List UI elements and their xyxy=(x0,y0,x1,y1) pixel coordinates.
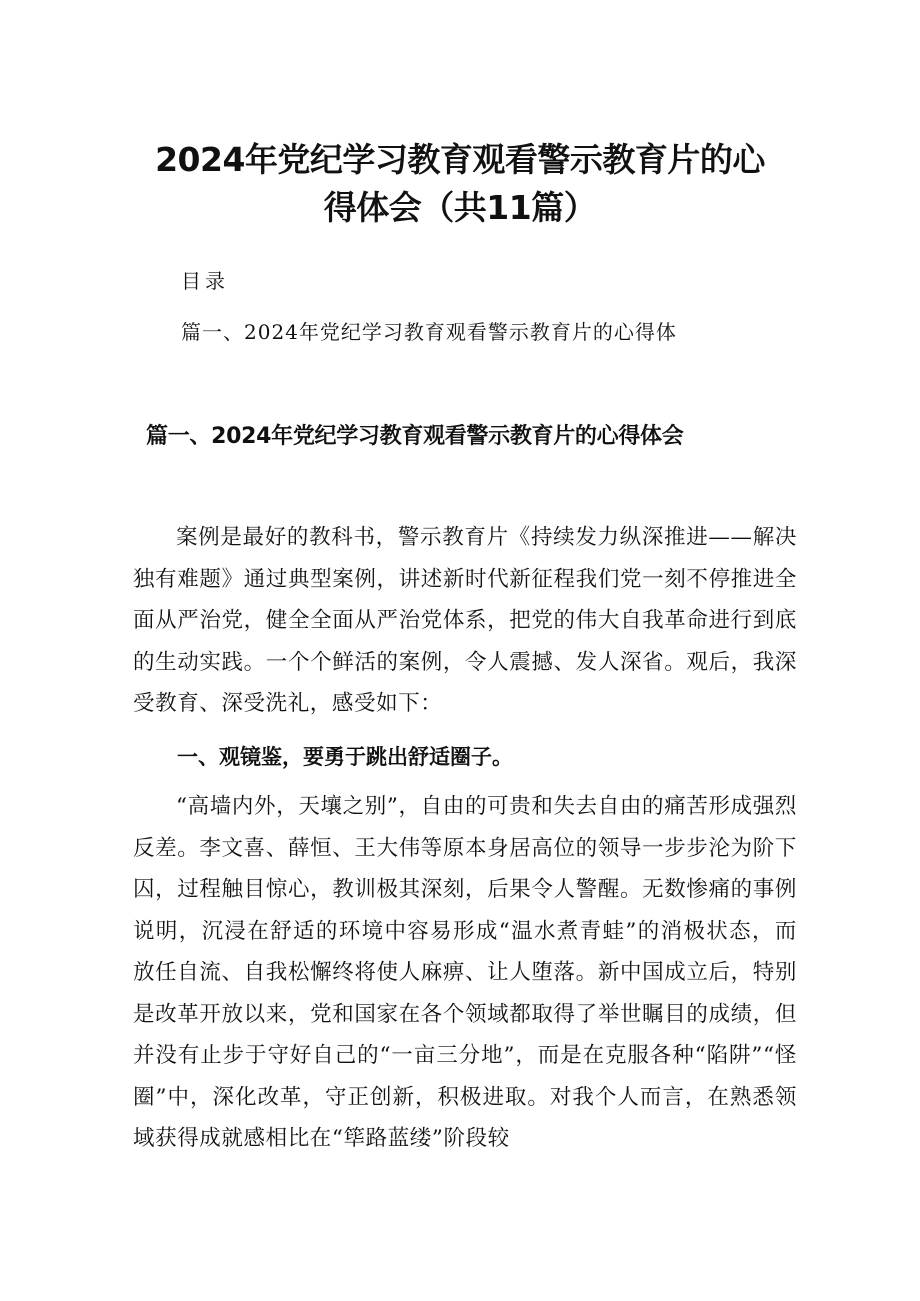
body-paragraph-2: “高墙内外，天壤之别”，自由的可贵和失去自由的痛苦形成强烈反差。李文喜、薛恒、王大伟等原本身居高位的领导一步步沦为阶下囚，过程触目惊心，教训极其深刻，后果令人警醒。无数惨痛的事例说明，沉浸在舒适的环境中容易形成“温水煮青蛙”的消极状态，而放任自流、自我松懈终将使人麻痹、让人堕落。新中国成立后，特别是改革开放以来，党和国家在各个领域都取得了举世瞩目的成绩，但并没有止步于守好自己的“一亩三分地”，而是在克服各种“陷阱”“怪圈”中，深化改革，守正创新，积极进取。对我个人而言，在熟悉领域获得成就感相比在“筚路蓝缕”阶段较 xyxy=(133,794,797,1151)
toc-heading: 目录 xyxy=(181,269,229,293)
subheading-1: 一、观镜鉴，要勇于跳出舒适圈子。 xyxy=(177,745,513,769)
body-paragraph-1: 案例是最好的教科书，警示教育片《持续发力纵深推进——解决独有难题》通过典型案例，讲述新时代新征程我们党一刻不停推进全面从严治党，健全全面从严治党体系，把党的伟大自我革命进行到底的生动实践。一个个鲜活的案例，令人震撼、发人深省。观后，我深受教育、深受洗礼，感受如下： xyxy=(133,525,797,716)
section-title: 篇一、2024年党纪学习教育观看警示教育片的心得体会 xyxy=(146,424,684,449)
document-title-line-2: 得体会（共11篇） xyxy=(323,188,597,227)
document-title-line-1: 2024年党纪学习教育观看警示教育片的心 xyxy=(155,140,765,179)
toc-item-1[interactable]: 篇一、2024年党纪学习教育观看警示教育片的心得体 xyxy=(181,320,677,344)
